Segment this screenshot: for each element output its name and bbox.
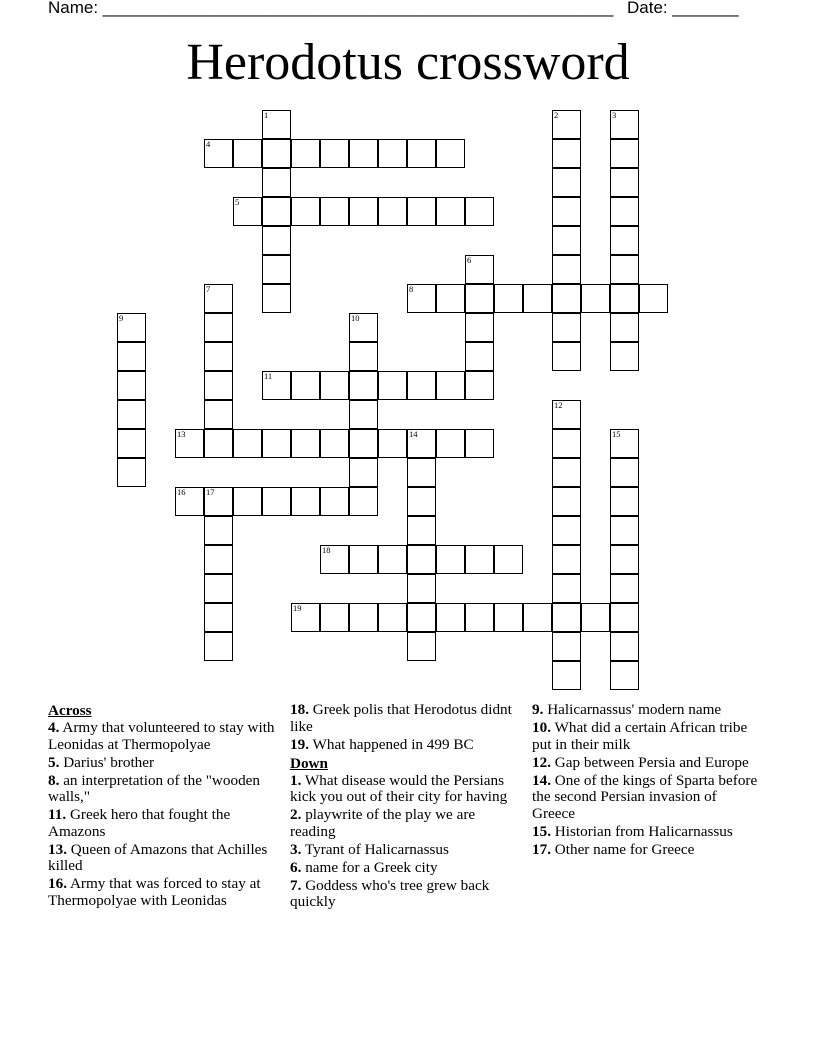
grid-cell[interactable] (291, 487, 320, 516)
cell-number: 4 (206, 138, 211, 149)
cell-number: 17 (206, 486, 215, 497)
clue-number: 16. (48, 875, 67, 893)
grid-cell[interactable] (407, 371, 436, 400)
grid-cell[interactable] (436, 197, 465, 226)
clue-text: name for a Greek city (305, 858, 438, 876)
grid-cell[interactable] (407, 139, 436, 168)
grid-cell[interactable] (349, 342, 378, 371)
grid-cell[interactable] (552, 255, 581, 284)
grid-cell[interactable] (465, 603, 494, 632)
grid-cell[interactable] (378, 197, 407, 226)
grid-cell[interactable] (233, 487, 262, 516)
grid-cell[interactable] (349, 197, 378, 226)
cell-number: 7 (206, 283, 211, 294)
grid-cell[interactable] (378, 545, 407, 574)
grid-cell[interactable] (320, 487, 349, 516)
grid-cell[interactable] (117, 313, 146, 342)
grid-cell[interactable] (552, 545, 581, 574)
grid-cell[interactable] (552, 139, 581, 168)
grid-cell[interactable] (610, 661, 639, 690)
cell-number: 18 (322, 544, 331, 555)
clue-number: 18. (290, 701, 309, 718)
grid-cell[interactable] (378, 139, 407, 168)
clue-across-5 (48, 755, 276, 772)
grid-cell[interactable] (291, 197, 320, 226)
cell-number: 6 (467, 254, 472, 265)
grid-cell[interactable] (204, 400, 233, 429)
cell-number: 14 (409, 428, 418, 439)
grid-cell[interactable] (175, 487, 204, 516)
grid-cell[interactable] (610, 139, 639, 168)
grid-cell[interactable] (291, 371, 320, 400)
grid-cell[interactable] (552, 226, 581, 255)
grid-cell[interactable] (262, 110, 291, 139)
clue-number: 3. (290, 840, 302, 858)
grid-cell[interactable] (494, 284, 523, 313)
grid-cell[interactable] (407, 284, 436, 313)
across-heading: Across (48, 702, 92, 719)
grid-cell[interactable] (552, 603, 581, 632)
grid-cell[interactable] (204, 487, 233, 516)
cell-number: 1 (264, 109, 269, 120)
grid-cell[interactable] (233, 197, 262, 226)
clue-text: Army that volunteered to stay with Leonidas at Thermopolyae (48, 719, 275, 753)
grid-cell[interactable] (407, 197, 436, 226)
grid-cell[interactable] (610, 516, 639, 545)
grid-cell[interactable] (262, 255, 291, 284)
clue-number: 4. (48, 719, 60, 736)
clue-number: 13. (48, 840, 67, 858)
clue-across-8 (48, 773, 276, 806)
grid-cell[interactable] (610, 255, 639, 284)
grid-cell[interactable] (349, 603, 378, 632)
grid-cell[interactable] (320, 371, 349, 400)
clue-text: Gap between Persia and Europe (554, 753, 749, 771)
clues-column-3 (532, 702, 760, 860)
cell-number: 11 (264, 370, 273, 381)
grid-cell[interactable] (610, 603, 639, 632)
grid-cell[interactable] (117, 400, 146, 429)
cell-number: 5 (235, 196, 240, 207)
grid-cell[interactable] (610, 487, 639, 516)
grid-cell[interactable] (262, 168, 291, 197)
date-line: Date: _______ (627, 0, 739, 17)
grid-cell[interactable] (320, 603, 349, 632)
clue-down-10 (532, 720, 760, 753)
clue-text: Halicarnassus' modern name (547, 701, 722, 718)
clue-down-3 (290, 842, 518, 859)
grid-cell[interactable] (552, 487, 581, 516)
grid-cell[interactable] (262, 487, 291, 516)
clue-down-9 (532, 702, 760, 719)
grid-cell[interactable] (552, 400, 581, 429)
grid-cell[interactable] (552, 313, 581, 342)
grid-cell[interactable] (320, 545, 349, 574)
cell-number: 12 (554, 399, 563, 410)
clue-text: Army that was forced to stay at Thermopolyae with Leonidas (48, 875, 261, 909)
grid-cell[interactable] (204, 371, 233, 400)
grid-cell[interactable] (407, 545, 436, 574)
grid-cell[interactable] (262, 371, 291, 400)
name-line: Name: ______________________________________________________ (48, 0, 614, 17)
grid-cell[interactable] (204, 139, 233, 168)
clue-text: playwrite of the play we are reading (290, 806, 476, 840)
grid-cell[interactable] (291, 429, 320, 458)
clue-across-19 (290, 737, 518, 754)
clue-text: Greek hero that fought the Amazons (48, 806, 231, 840)
grid-cell[interactable] (436, 139, 465, 168)
grid-cell[interactable] (320, 139, 349, 168)
clue-down-14 (532, 773, 760, 823)
clue-text: What did a certain African tribe put in their milk (532, 718, 748, 753)
grid-cell[interactable] (349, 313, 378, 342)
clue-across-4 (48, 720, 276, 753)
grid-cell[interactable] (204, 284, 233, 313)
grid-cell[interactable] (552, 516, 581, 545)
grid-cell[interactable] (407, 429, 436, 458)
grid-cell[interactable] (581, 603, 610, 632)
grid-cell[interactable] (204, 545, 233, 574)
grid-cell[interactable] (233, 139, 262, 168)
clue-text: an interpretation of the "wooden walls," (48, 771, 261, 806)
page-title: Herodotus crossword (186, 34, 630, 91)
grid-cell[interactable] (204, 516, 233, 545)
grid-cell[interactable] (465, 313, 494, 342)
grid-cell[interactable] (407, 487, 436, 516)
grid-cell[interactable] (610, 197, 639, 226)
clue-across-16 (48, 876, 276, 909)
clue-text: Queen of Amazons that Achilles killed (48, 840, 268, 875)
grid-cell[interactable] (523, 284, 552, 313)
grid-cell[interactable] (610, 632, 639, 661)
clue-text: What disease would the Persians kick you out of their city for having (290, 771, 508, 806)
clue-number: 15. (532, 822, 551, 840)
grid-cell[interactable] (465, 197, 494, 226)
clue-number: 19. (290, 735, 309, 753)
grid-cell[interactable] (204, 574, 233, 603)
grid-cell[interactable] (639, 284, 668, 313)
grid-cell[interactable] (320, 197, 349, 226)
grid-cell[interactable] (117, 429, 146, 458)
clue-number: 5. (48, 753, 60, 771)
clue-across-11 (48, 807, 276, 840)
grid-cell[interactable] (465, 284, 494, 313)
clue-number: 10. (532, 718, 551, 736)
cell-number: 2 (554, 109, 559, 120)
cell-number: 8 (409, 283, 414, 294)
grid-cell[interactable] (204, 342, 233, 371)
clue-number: 12. (532, 753, 551, 771)
clue-down-17 (532, 842, 760, 859)
grid-cell[interactable] (610, 545, 639, 574)
grid-cell[interactable] (465, 429, 494, 458)
clue-across-13 (48, 842, 276, 875)
grid-cell[interactable] (175, 429, 204, 458)
grid-cell[interactable] (494, 545, 523, 574)
down-heading: Down (290, 754, 328, 772)
grid-cell[interactable] (494, 603, 523, 632)
clue-number: 1. (290, 771, 302, 789)
grid-cell[interactable] (523, 603, 552, 632)
grid-cell[interactable] (407, 603, 436, 632)
grid-cell[interactable] (349, 429, 378, 458)
grid-cell[interactable] (552, 429, 581, 458)
grid-cell[interactable] (552, 574, 581, 603)
cell-number: 19 (293, 602, 302, 613)
grid-cell[interactable] (117, 371, 146, 400)
grid-cell[interactable] (552, 197, 581, 226)
grid-cell[interactable] (552, 110, 581, 139)
clues-column-2 (290, 702, 518, 912)
cell-number: 10 (351, 312, 360, 323)
grid-cell[interactable] (436, 545, 465, 574)
clue-number: 9. (532, 701, 544, 718)
grid-cell[interactable] (552, 284, 581, 313)
grid-cell[interactable] (262, 139, 291, 168)
grid-cell[interactable] (581, 284, 610, 313)
cell-number: 13 (177, 428, 186, 439)
grid-cell[interactable] (436, 603, 465, 632)
grid-cell[interactable] (378, 429, 407, 458)
grid-cell[interactable] (262, 429, 291, 458)
grid-cell[interactable] (465, 371, 494, 400)
grid-cell[interactable] (610, 168, 639, 197)
grid-cell[interactable] (436, 429, 465, 458)
grid-cell[interactable] (610, 110, 639, 139)
grid-cell[interactable] (465, 342, 494, 371)
grid-cell[interactable] (610, 226, 639, 255)
grid-cell[interactable] (610, 458, 639, 487)
grid-cell[interactable] (233, 429, 262, 458)
clue-number: 17. (532, 840, 551, 858)
grid-cell[interactable] (465, 255, 494, 284)
clue-text: Tyrant of Halicarnassus (304, 840, 449, 858)
grid-cell[interactable] (407, 458, 436, 487)
grid-cell[interactable] (262, 197, 291, 226)
clue-text: One of the kings of Sparta before the second Persian invasion of Greece (532, 771, 758, 822)
clue-number: 11. (48, 806, 67, 824)
clue-text: Other name for Greece (554, 840, 695, 858)
clue-number: 14. (532, 771, 551, 789)
grid-cell[interactable] (349, 400, 378, 429)
grid-cell[interactable] (610, 429, 639, 458)
grid-cell[interactable] (378, 603, 407, 632)
clue-number: 2. (290, 806, 302, 824)
grid-cell[interactable] (407, 632, 436, 661)
grid-cell[interactable] (349, 458, 378, 487)
clue-down-7 (290, 878, 518, 911)
grid-cell[interactable] (204, 429, 233, 458)
clue-across-18 (290, 702, 518, 735)
grid-cell[interactable] (552, 458, 581, 487)
clue-text: Goddess who's tree grew back quickly (290, 876, 490, 911)
grid-cell[interactable] (117, 342, 146, 371)
grid-cell[interactable] (117, 458, 146, 487)
clue-text: Darius' brother (63, 753, 155, 771)
clue-down-6 (290, 860, 518, 877)
grid-cell[interactable] (610, 313, 639, 342)
cell-number: 9 (119, 312, 124, 323)
grid-cell[interactable] (610, 284, 639, 313)
grid-cell[interactable] (610, 342, 639, 371)
grid-cell[interactable] (349, 487, 378, 516)
grid-cell[interactable] (465, 545, 494, 574)
clue-down-2 (290, 807, 518, 840)
grid-cell[interactable] (407, 574, 436, 603)
grid-cell[interactable] (262, 226, 291, 255)
clue-down-15 (532, 824, 760, 841)
grid-cell[interactable] (552, 632, 581, 661)
grid-cell[interactable] (349, 545, 378, 574)
grid-cell[interactable] (552, 342, 581, 371)
cell-number: 16 (177, 486, 186, 497)
grid-cell[interactable] (349, 139, 378, 168)
cell-number: 15 (612, 428, 621, 439)
grid-cell[interactable] (552, 661, 581, 690)
clue-number: 8. (48, 771, 60, 789)
grid-cell[interactable] (204, 632, 233, 661)
grid-cell[interactable] (436, 284, 465, 313)
grid-cell[interactable] (291, 603, 320, 632)
clue-number: 6. (290, 858, 302, 876)
clue-text: Greek polis that Herodotus didnt like (290, 701, 512, 735)
grid-cell[interactable] (349, 371, 378, 400)
clue-text: Historian from Halicarnassus (554, 822, 733, 840)
clue-down-12 (532, 755, 760, 772)
grid-cell[interactable] (407, 516, 436, 545)
clue-down-1 (290, 773, 518, 806)
grid-cell[interactable] (204, 603, 233, 632)
clue-number: 7. (290, 876, 302, 894)
grid-cell[interactable] (204, 313, 233, 342)
grid-cell[interactable] (262, 284, 291, 313)
grid-cell[interactable] (610, 574, 639, 603)
grid-cell[interactable] (378, 371, 407, 400)
clue-text: What happened in 499 BC (312, 735, 474, 753)
grid-cell[interactable] (552, 168, 581, 197)
cell-number: 3 (612, 109, 617, 120)
grid-cell[interactable] (436, 371, 465, 400)
grid-cell[interactable] (320, 429, 349, 458)
grid-cell[interactable] (291, 139, 320, 168)
clues-column-1 (48, 702, 276, 911)
